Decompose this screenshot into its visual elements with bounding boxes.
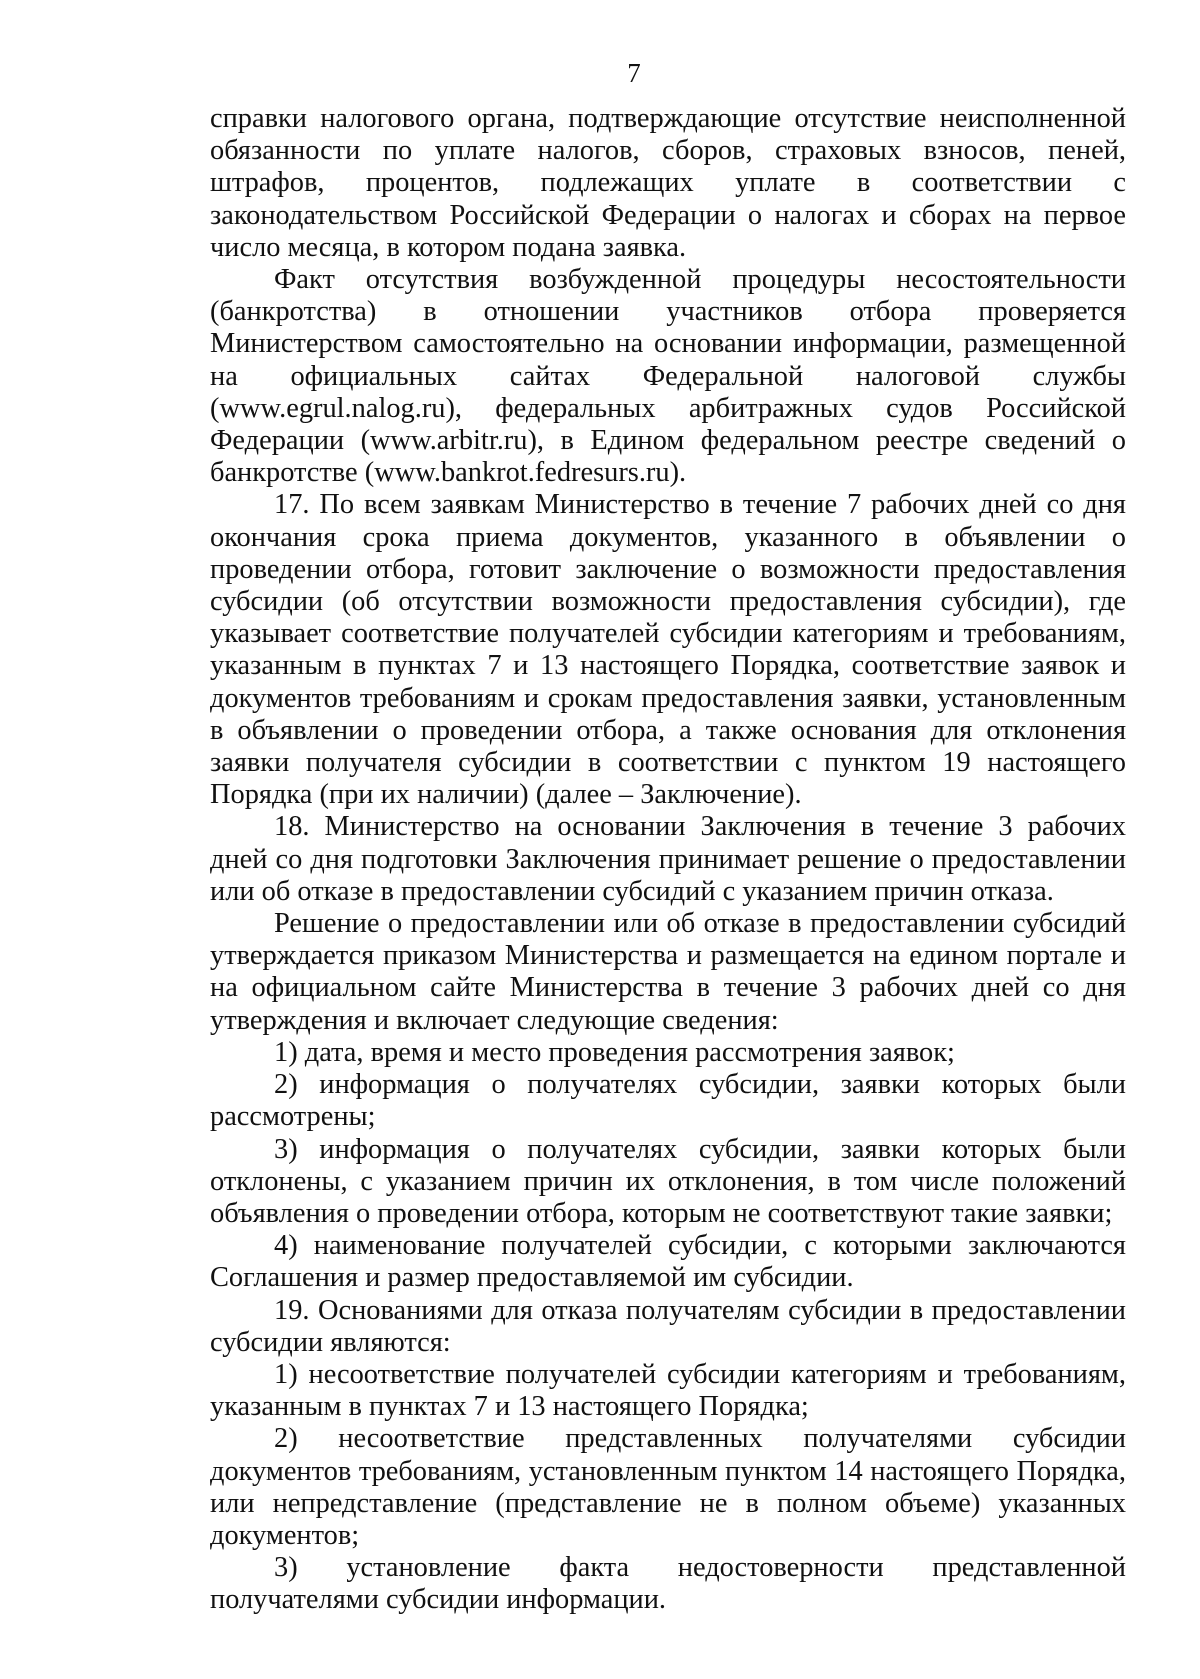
list-item-refusal-1: 1) несоответствие получателей субсидии категориям и требованиям, указанным в пунктах 7 и 13 настоящего Порядка; xyxy=(210,1358,1126,1423)
paragraph-18: 18. Министерство на основании Заключения в течение 3 рабочих дней со дня подготовки Заключения принимает решение о предоставлении или об отказе в предоставлении субсидий с указанием причин отказа. xyxy=(210,811,1126,907)
list-item-refusal-3: 3) установление факта недостоверности представленной получателями субсидии информации. xyxy=(210,1552,1126,1616)
paragraph-17: 17. По всем заявкам Министерство в течение 7 рабочих дней со дня окончания срока приема документов, указанного в объявлении о проведении отбора, готовит заключение о возможности предоставления субсидии (об отсутствии возможности предоставления субсидии), где указывает соответствие получателей субсидии категориям и требованиям, указанным в пунктах 7 и 13 настоящего Порядка, соответствие заявок и документов требованиям и срокам предоставления заявки, установленным в объявлении о проведении отбора, а также основания для отклонения заявки получателя субсидии в соответствии с пунктом 19 настоящего Порядка (при их наличии) (далее – Заключение). xyxy=(210,489,1126,811)
list-item-decision-4: 4) наименование получателей субсидии, с которыми заключаются Соглашения и размер предоставляемой им субсидии. xyxy=(210,1230,1126,1294)
list-item-decision-2: 2) информация о получателях субсидии, заявки которых были рассмотрены; xyxy=(210,1069,1126,1133)
list-item-decision-1: 1) дата, время и место проведения рассмотрения заявок; xyxy=(274,1036,955,1068)
paragraph-decision: Решение о предоставлении или об отказе в предоставлении субсидий утверждается приказом Министерства и размещается на едином портале и на официальном сайте Министерства в течение 3 рабочих дней со дня утверждения и включает следующие сведения: xyxy=(210,908,1126,1036)
list-item-refusal-2: 2) несоответствие представленных получателями субсидии документов требованиям, установленным пунктом 14 настоящего Порядка, или непредставление (представление не в полном объеме) указанных документов; xyxy=(210,1423,1126,1551)
paragraph-tax-certificates: справки налогового органа, подтверждающие отсутствие неисполненной обязанности по уплате налогов, сборов, страховых взносов, пеней, штрафов, процентов, подлежащих уплате в соответствии с законодательством Российской Федерации о налогах и сборах на первое число месяца, в котором подана заявка. xyxy=(210,103,1126,263)
paragraph-19: 19. Основаниями для отказа получателям субсидии в предоставлении субсидии являются: xyxy=(210,1294,1126,1358)
list-item-decision-3: 3) информация о получателях субсидии, заявки которых были отклонены, с указанием причин их отклонения, в том числе положений объявления о проведении отбора, которым не соответствуют такие заявки; xyxy=(210,1133,1126,1229)
document-body xyxy=(210,103,1126,1617)
page-number: 7 xyxy=(627,58,641,88)
paragraph-bankruptcy-check: Факт отсутствия возбужденной процедуры несостоятельности (банкротства) в отношении участников отбора проверяется Министерством самостоятельно на основании информации, размещенной на официальных сайтах Федеральной налоговой службы (www.egrul.nalog.ru), федеральных арбитражных судов Российской Федерации (www.arbitr.ru), в Едином федеральном реестре сведений о банкротстве (www.bankrot.fedresurs.ru). xyxy=(210,264,1126,489)
